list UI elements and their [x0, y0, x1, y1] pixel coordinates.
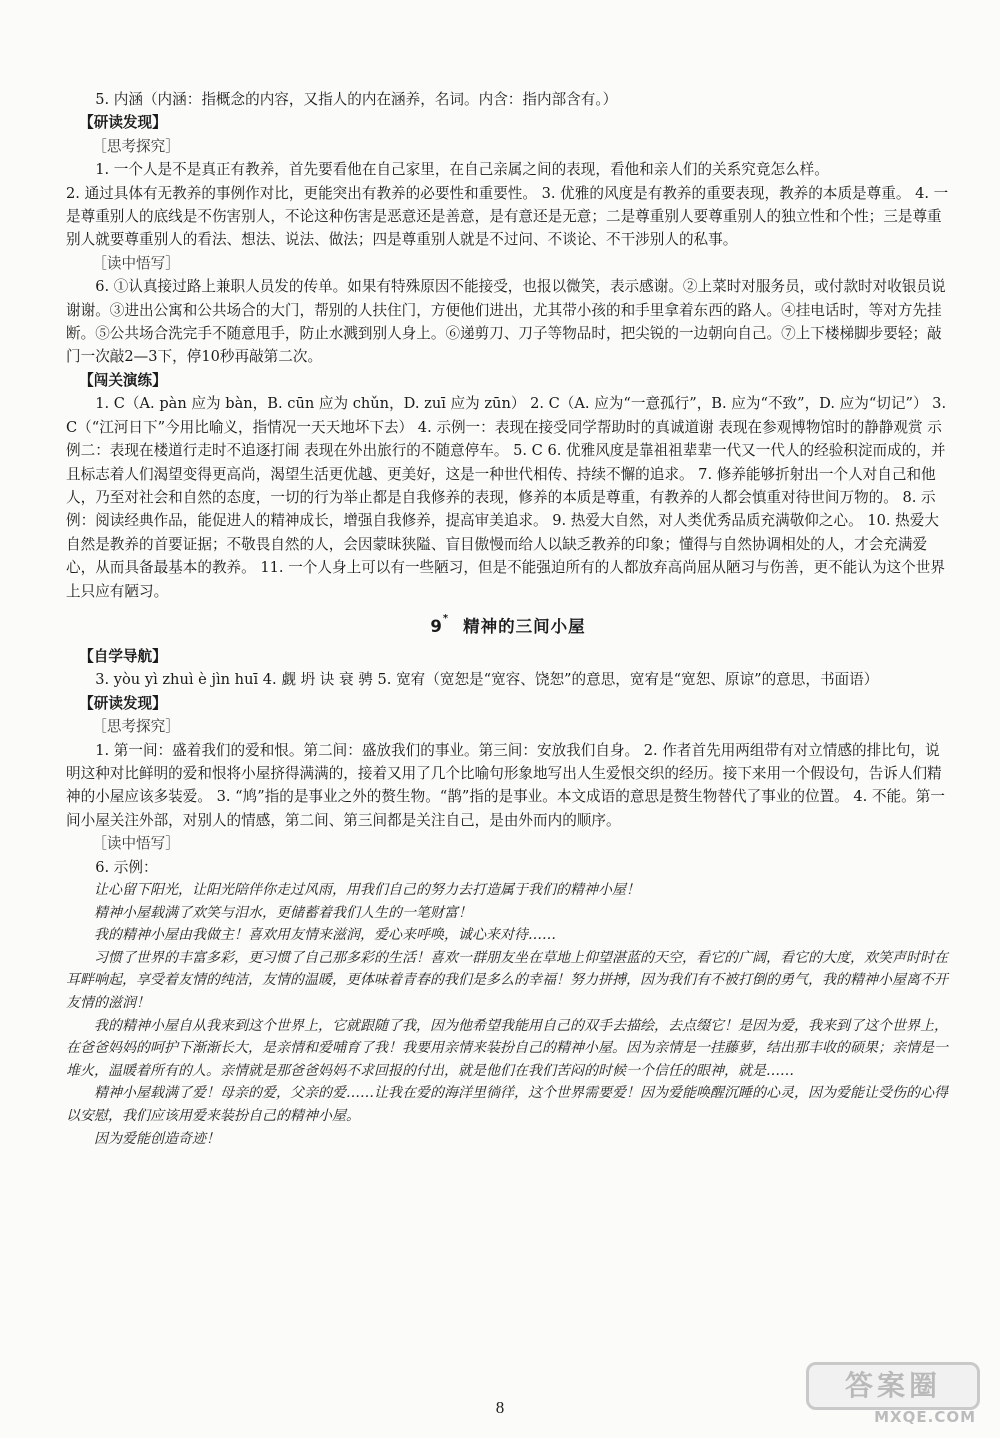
handwritten-line: 让心留下阳光，让阳光陪伴你走过风雨，用我们自己的努力去打造属于我们的精神小屋！ [94, 882, 640, 898]
section-heading-yandu: 【研读发现】 [79, 114, 167, 132]
answer-paragraph: 1. C（A. pàn 应为 bàn，B. cūn 应为 chǔn，D. zuī 应为 zūn） 2. C（A. 应为“一意孤行”，B. 应为“不致”，D. 应为“切记”） 3. C（“江河日下”今用比喻义，指情况一天天地坏下去） 4. 示例一：表现在接受同学帮助时的真诚道谢 表现在参观博物馆时的静静观赏 示例二：表现在楼道行走时不追逐打闹 表现在外出旅行的不随意停车。 5. C 6. 优雅风度是靠祖祖辈辈一代又一代人的经验积淀而成的，并且标志着人们渴望变得更高尚，渴望生活更优越、更美好，这是一种世代相传、持续不懈的追求。 7. 修养能够折射出一个人对自己和他人，乃至对社会和自然的态度，一切的行为举止都是自我修养的表现，修养的本质是尊重，有教养的人都会慎重对待世间万物的。 8. 示例：阅读经典作品，能促进人的精神成长，增强自我修养，提高审美追求。 9. 热爱大自然，对人类优秀品质充满敬仰之心。 10. 热爱大自然是教养的首要证据；不敬畏自然的人，会因蒙昧狭隘、盲目傲慢而给人以缺乏教养的印象；懂得与自然协调相处的人，才会充满爱心，从而具备最基本的教养。 11. 一个人身上可以有一些陋习，但是不能强迫所有的人都放弃高尚屈从陋习与伤善，更不能认为这个世界上只应有陋习。 [66, 395, 947, 600]
handwritten-line: 因为爱能创造奇迹！ [94, 1130, 220, 1147]
answer-paragraph: 1. 一个人是不是真正有教养，首先要看他在自己家里，在自己亲属之间的表现，看他和亲人们的关系究竟怎么样。 [95, 161, 829, 179]
answer-paragraph: 1. 第一间：盛着我们的爱和恨。第二间：盛放我们的事业。第三间：安放我们自身。 2. 作者首先用两组带有对立情感的排比句，说明这种对比鲜明的爱和恨将小屋挤得满满的，接着又用了几个比喻句形象地写出人生爱恨交织的经历。接下来用一个假设句，告诉人们精神的小屋应该多装爱。 3. “鸠”指的是事业之外的赘生物。“鹊”指的是事业。本文成语的意思是赘生物替代了事业的位置。 4. 不能。第一间小屋关注外部，对别人的情感，第二间、第三间都是关注自己，是由外而内的顺序。 [66, 741, 945, 829]
handwritten-line: 我的精神小屋自从我来到这个世界上，它就跟随了我，因为他希望我能用自己的双手去描绘，去点缀它！是因为爱，我来到了这个世界上，在爸爸妈妈的呵护下渐渐长大，是亲情和爱哺育了我！我要用亲情来装扮自己的精神小屋。因为亲情是一挂藤萝，结出那丰收的硕果；亲情是一堆火，温暖着所有的人。亲情就是那爸爸妈妈不求回报的付出，就是他们在我们苦闷的时候一个信任的眼神，就是…… [66, 1017, 948, 1079]
subheading-sikao: ［思考探究］ [92, 137, 180, 155]
chapter-title-text: 精神的三间小屋 [463, 616, 586, 636]
chapter-title [66, 613, 950, 637]
watermark-url: MXQE.COM [874, 1408, 976, 1426]
answer-paragraph: 2. 通过具体有无教养的事例作对比，更能突出有教养的必要性和重要性。 3. 优雅的风度是有教养的重要表现，教养的本质是尊重。 4. 一是尊重别人的底线是不伤害别人，不论这种伤害是恶意还是善意，是有意还是无意；二是尊重别人要尊重别人的独立性和个性；三是尊重别人就要尊重别人的看法、想法、说法、做法；四是尊重别人就是不过问、不谈论、不干涉别人的私事。 [66, 184, 949, 249]
chapter-star: * [442, 612, 450, 624]
answer-paragraph: 6. 示例： [95, 858, 158, 876]
handwritten-line: 我的精神小屋由我做主！喜欢用友情来滋润，爱心来呼唤，诚心来对待…… [94, 927, 556, 944]
section-heading-chuangguan: 【闯关演练】 [79, 371, 167, 389]
subheading-duzhong: ［读中悟写］ [92, 254, 180, 272]
subheading-sikao: ［思考探究］ [92, 718, 180, 736]
answer-paragraph: 3. yòu yì zhuì è jìn huī 4. 觑 坍 诀 衰 骋 5. 宽宥（宽恕是“宽容、饶恕”的意思，宽宥是“宽恕、原谅”的意思，书面语） [95, 671, 879, 689]
page-number: 8 [495, 1398, 505, 1417]
answer-item-5: 5. 内涵（内涵：指概念的内容，又指人的内在涵养，名词。内含：指内部含有。） [95, 91, 618, 108]
section-heading-yandu: 【研读发现】 [79, 694, 167, 712]
handwritten-line: 习惯了世界的丰富多彩，更习惯了自己那多彩的生活！喜欢一群朋友坐在草地上仰望湛蓝的天空，看它的广阔，看它的大度，欢笑声时时在耳畔响起，享受着友情的纯洁，友情的温暖，更体味着青春的我们是多么的幸福！努力拼搏，因为我们有不被打倒的勇气，我的精神小屋离不开友情的滋润！ [66, 949, 948, 1011]
section-heading-zixue: 【自学导航】 [79, 647, 167, 665]
subheading-duzhong: ［读中悟写］ [92, 835, 180, 853]
watermark-logo-text: 答案圈 [806, 1362, 980, 1410]
answer-paragraph: 6. ①认真接过路上兼职人员发的传单。如果有特殊原因不能接受，也报以微笑，表示感谢。②上菜时对服务员，或付款时对收银员说谢谢。③进出公寓和公共场合的大门，帮别的人扶住门，方便他们进出，尤其带小孩的和手里拿着东西的路人。④挂电话时，等对方先挂断。⑤公共场合洗完手不随意甩手，防止水溅到别人身上。⑥递剪刀、刀子等物品时，把尖锐的一边朝向自己。⑦上下楼梯脚步要轻；敲门一次敲2—3下，停10秒再敲第二次。 [66, 278, 946, 366]
watermark-logo [812, 1362, 980, 1428]
document-page [66, 88, 950, 1150]
chapter-number: 9 [430, 616, 443, 636]
handwritten-line: 精神小屋载满了欢笑与泪水，更储蓄着我们人生的一笔财富！ [94, 904, 472, 921]
handwritten-line: 精神小屋载满了爱！母亲的爱，父亲的爱……让我在爱的海洋里徜徉，这个世界需要爱！因为爱能唤醒沉睡的心灵，因为爱能让受伤的心得以安慰，我们应该用爱来装扮自己的精神小屋。 [66, 1085, 948, 1124]
